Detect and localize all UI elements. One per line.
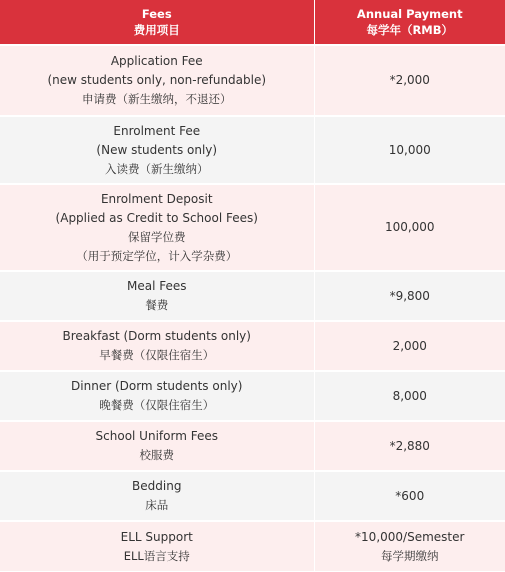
fee-item-line: (Applied as Credit to School Fees) [55, 210, 258, 225]
fee-item-cell [0, 321, 314, 371]
table-row-bedding [0, 471, 505, 521]
fee-item-line: Enrolment Fee [113, 123, 201, 138]
fee-amount-cell [314, 45, 505, 116]
fee-item-line: 申请费（新生缴纳，不退还） [82, 92, 232, 106]
fee-item-cell [0, 371, 314, 421]
table-row-dinner [0, 371, 505, 421]
fee-item-line: Bedding [132, 479, 182, 493]
table-row-ell-support [0, 521, 505, 571]
fee-amount-note: 每学期缴纳 [381, 548, 439, 563]
table-row-breakfast [0, 321, 505, 371]
fee-amount-cell [314, 371, 505, 421]
fee-item-line: 校服费 [139, 448, 174, 462]
fee-amount-cell [314, 184, 505, 271]
fee-amount: *9,800 [389, 288, 430, 303]
fee-item-cell [0, 421, 314, 471]
table-row-meal-fees [0, 271, 505, 321]
fee-item-cell [0, 521, 314, 571]
payment-header-en: Annual Payment [356, 7, 463, 21]
fee-amount: 100,000 [384, 220, 435, 234]
fee-item-cell [0, 471, 314, 521]
fee-item-line: （用于预定学位，计入学杂费） [76, 248, 238, 263]
fee-amount-cell [314, 271, 505, 321]
fee-amount: 2,000 [392, 338, 427, 353]
fee-item-line: Meal Fees [126, 279, 187, 293]
fee-item-cell [0, 184, 314, 271]
fee-amount-cell [314, 116, 505, 184]
fee-item-line: Enrolment Deposit [100, 191, 213, 206]
fees-header-en: Fees [141, 7, 172, 21]
fee-amount: *2,880 [389, 438, 430, 453]
fee-item-line: 早餐费（仅限住宿生） [99, 348, 215, 362]
fee-amount-cell [314, 471, 505, 521]
fee-item-line: ELL Support [120, 529, 193, 544]
fees-header-zh: 费用项目 [133, 23, 180, 37]
fee-item-line: School Uniform Fees [95, 429, 218, 443]
fee-amount: *10,000/Semester [355, 529, 465, 544]
fee-item-cell [0, 116, 314, 184]
table-row-school-uniform [0, 421, 505, 471]
fee-item-line: Breakfast (Dorm students only) [62, 329, 251, 343]
fee-amount: *600 [395, 488, 425, 503]
fee-item-line: (new students only, non-refundable) [47, 73, 267, 87]
fee-item-line: 床品 [145, 498, 169, 512]
table-row-application-fee [0, 45, 505, 116]
fee-item-line: Application Fee [110, 54, 203, 68]
header-row [0, 0, 505, 45]
fee-amount-cell [314, 521, 505, 571]
table-row-enrolment-deposit [0, 184, 505, 271]
fee-item-line: ELL语言支持 [123, 548, 190, 563]
fee-amount: 8,000 [392, 388, 427, 403]
fee-item-line: 餐费 [145, 298, 169, 312]
fee-amount: 10,000 [388, 142, 431, 157]
table-row-enrolment-fee [0, 116, 505, 184]
fee-item-line: (New students only) [96, 142, 218, 157]
fee-item-line: 保留学位费 [128, 229, 186, 244]
fee-item-line: 入读费（新生缴纳） [105, 161, 209, 176]
fee-item-line: Dinner (Dorm students only) [71, 379, 243, 393]
fee-amount-cell [314, 421, 505, 471]
payment-column-header [314, 0, 505, 45]
fees-column-header [0, 0, 314, 45]
fee-amount-cell [314, 321, 505, 371]
payment-header-zh: 每学年（RMB） [366, 23, 454, 37]
fee-amount: *2,000 [389, 73, 430, 87]
fee-item-cell [0, 271, 314, 321]
fee-item-cell [0, 45, 314, 116]
fee-item-line: 晚餐费（仅限住宿生） [99, 398, 215, 412]
